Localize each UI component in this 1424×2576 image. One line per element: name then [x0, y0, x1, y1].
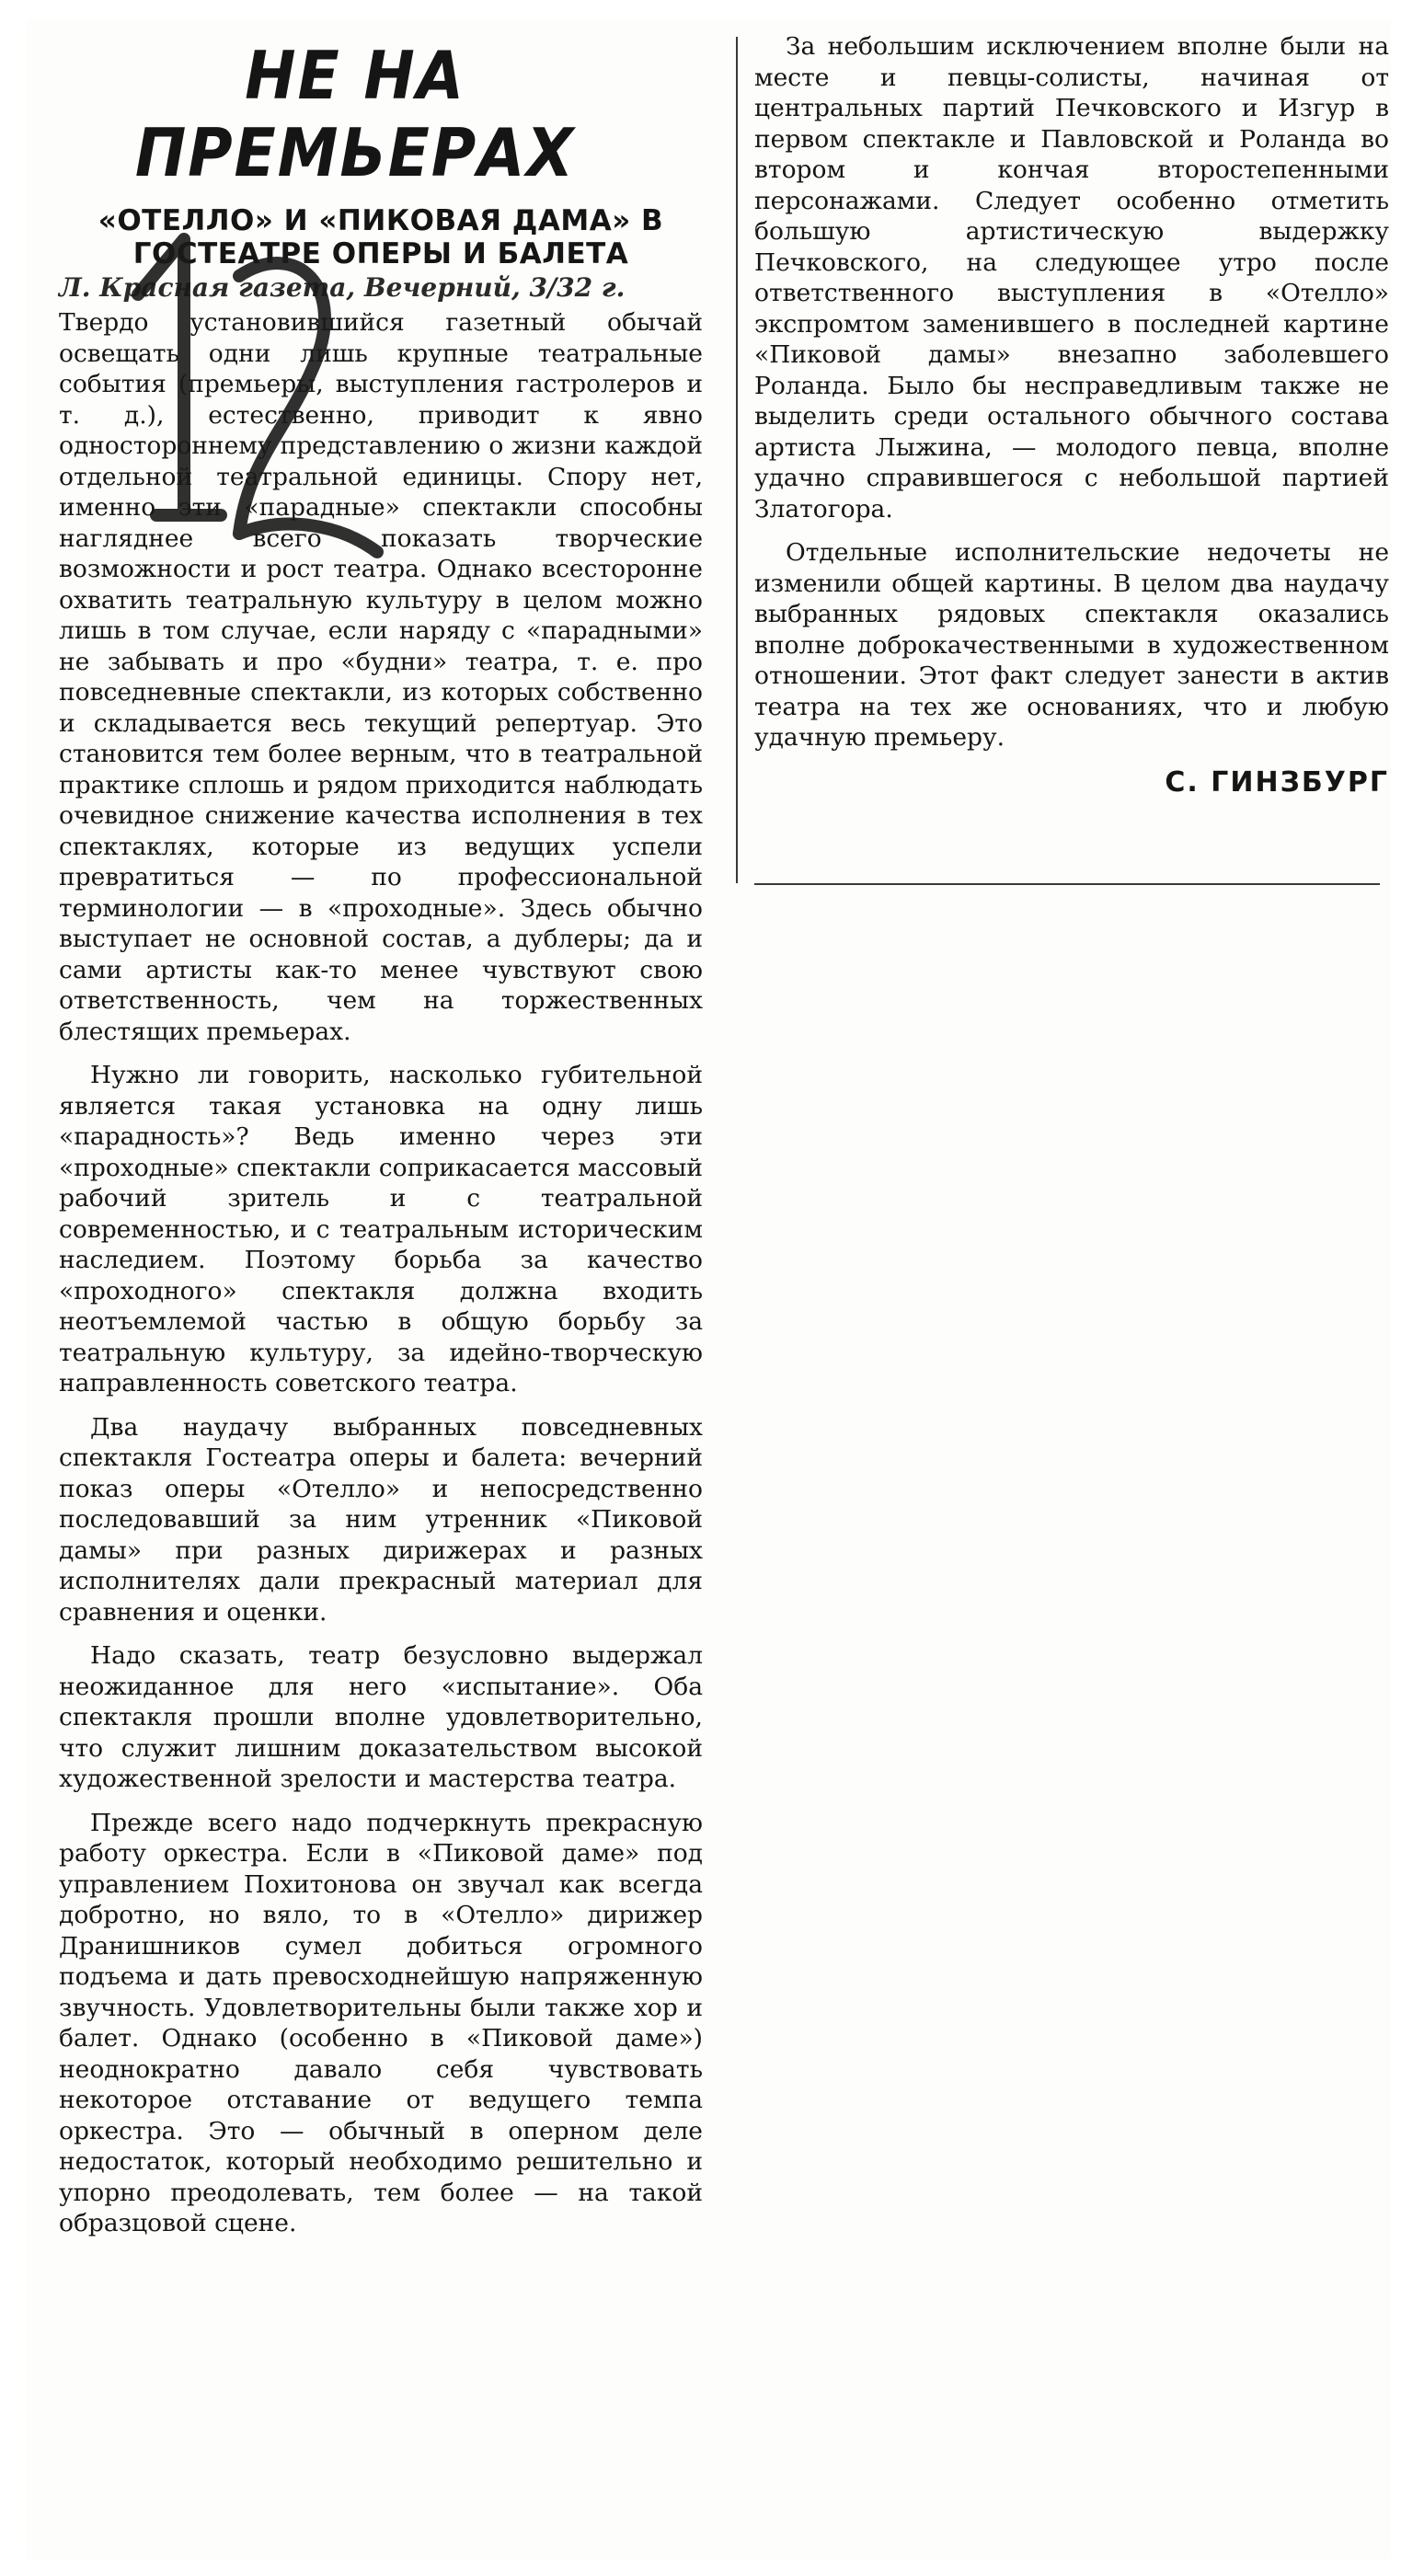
article-paragraph: За небольшим исключением вполне были на месте и певцы-солисты, начиная от центральных партий Печковского и Изгур в первом спектакле и Павловской и Роланда во втором и кончая второстепенными персонажами. Следует особенно отметить большую артистическую выдержку Печковского, на следующее утро после ответственного выступления в «Отелло» экспромтом заменившего в последней картине «Пиковой дамы» внезапно заболевшего Роланда. Было бы несправедливым также не выделить среди остального обычного состава артиста Лыжина, — молодого певца, вполне удачно справившегося с небольшой партией Златогора.: [754, 32, 1389, 523]
article-paragraph: Прежде всего надо подчеркнуть прекрасную работу оркестра. Если в «Пиковой даме» под управлением Похитонова он звучал как всегда добротно, но вяло, то в «Отелло» дирижер Дранишников сумел добиться огромного подъема и дать превосходнейшую напряженную звучность. Удовлетворительны были также хор и балет. Однако (особенно в «Пиковой даме») неоднократно давало себя чувствовать некоторое отставание от ведущего темпа оркестра. Это — обычный в оперном деле недостаток, который необходимо решительно и упорно преодолевать, тем более — на такой образцовой сцене.: [59, 1808, 703, 2237]
author-signature: С. ГИНЗБУРГ: [1165, 765, 1389, 799]
article-paragraph: Твердо установившийся газетный обычай освещать одни лишь крупные театральные события (премьеры, выступления гастролеров и т. д.), естественно, приводит к явно одностороннему представлению о жизни каждой отдельной театральной единицы. Спору нет, именно эти «парадные» спектакли способны нагляднее всего показать творческие возможности и рост театра. Однако всесторонне охватить театральную культуру в целом можно лишь в том случае, если наряду с «парадными» не забывать и про «будни» театра, т. е. про повседневные спектакли, из которых собственно и складывается весь текущий репертуар. Это становится тем более верным, что в театральной практике сплошь и рядом приходится наблюдать очевидное снижение качества исполнения в тех спектаклях, которые из ведущих успели превратиться — по профессиональной терминологии — в «проходные». Здесь обычно выступает не основной состав, а дублеры; да и сами артисты как-то менее чувствуют свою ответственность, чем на торжественных блестящих премьерах.: [59, 308, 703, 1046]
left-column: [59, 37, 703, 2252]
end-rule: [754, 883, 1380, 885]
article-paragraph: Два наудачу выбранных повседневных спектакля Гостеатра оперы и балета: вечерний показ оперы «Отелло» и непосредственно последовавший за ним утренник «Пиковой дамы» при разных дирижерах и разных исполнителях дали прекрасный материал для сравнения и оценки.: [59, 1412, 703, 1627]
article-paragraph: Отдельные исполнительские недочеты не изменили общей картины. В целом два наудачу выбранных рядовых спектакля оказались вполне доброкачественными в художественном отношении. Этот факт следует занести в актив театра на тех же основаниях, что и любую удачную премьеру.: [754, 538, 1389, 752]
right-column: [754, 31, 1389, 799]
handwritten-source-note: Л. Красная газета, Вечерний, 3/32 г.: [59, 272, 626, 303]
article-paragraph: Нужно ли говорить, насколько губительной является такая установка на одну лишь «парадность»? Ведь именно через эти «проходные» спектакли соприкасается массовый рабочий зритель и с театральной современностью, и с театральным историческим наследием. Поэтому борьба за качество «проходного» спектакля должна входить неотъемлемой частью в общую борьбу за театральную культуру, за идейно-творческую направленность советского театра.: [59, 1061, 703, 1397]
rubric-title: НЕ НА ПРЕМЬЕРАХ: [134, 37, 576, 191]
article-paragraph: Надо сказать, театр безусловно выдержал неожиданное для него «испытание». Оба спектакля прошли вполне удовлетворительно, что служит лишним доказательством высокой художественной зрелости и мастерства театра.: [59, 1641, 703, 1793]
article-headline: «ОТЕЛЛО» И «ПИКОВАЯ ДАМА» В ГОСТЕАТРЕ ОПЕРЫ И БАЛЕТА: [98, 204, 664, 270]
column-divider: [736, 37, 738, 883]
